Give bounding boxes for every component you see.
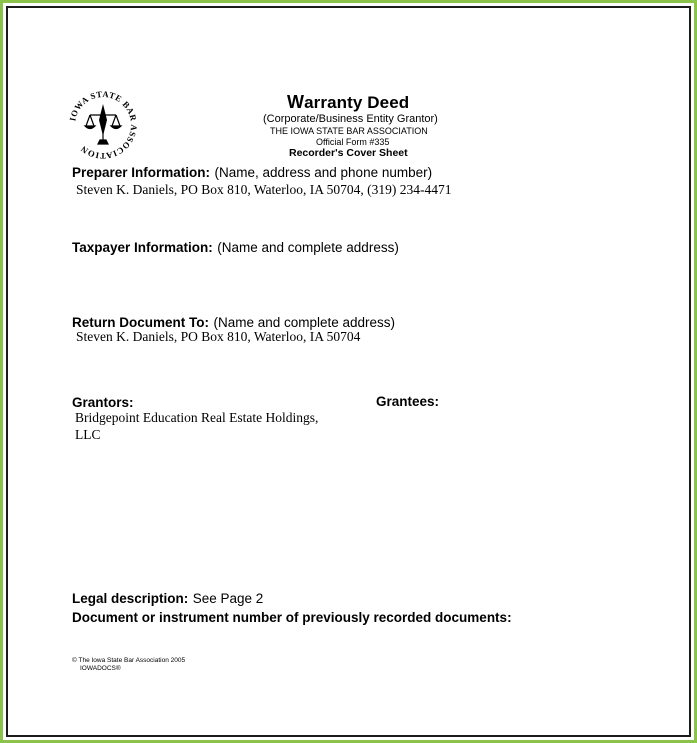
return-value: Steven K. Daniels, PO Box 810, Waterloo, IA 50704 [76,329,361,344]
preparer-note: (Name, address and phone number) [214,165,433,180]
association-name: THE IOWA STATE BAR ASSOCIATION [270,126,428,136]
seal-ring-text: IOWA STATE BAR ASSOCIATION [67,88,140,162]
copyright-notice: © The Iowa State Bar Association 2005 [72,657,186,664]
preparer-label: Preparer Information: [72,165,211,180]
taxpayer-information [72,239,399,257]
preparer-information [72,164,432,182]
return-note: (Name and complete address) [213,315,396,330]
preparer-value: Steven K. Daniels, PO Box 810, Waterloo, IA 50704, (319) 234-4471 [76,182,452,197]
legal-value: See Page 2 [192,591,264,606]
legal-description [72,590,263,608]
grantors-label: Grantors: [72,395,134,410]
iowadocs-mark: IOWADOCS® [80,665,121,672]
cover-sheet-heading: Recorder's Cover Sheet [289,147,408,159]
return-label: Return Document To: [72,315,209,330]
sword-icon [99,104,107,136]
iowa-state-bar-seal-logo [64,86,142,164]
grantees-label: Grantees: [376,394,440,409]
document-subtitle: (Corporate/Business Entity Grantor) [263,113,438,125]
legal-label: Legal description: [72,591,189,606]
grantors-value: Bridgepoint Education Real Estate Holdings, LLC [75,410,319,442]
form-number: Official Form #335 [316,137,390,147]
document-title: Warranty Deed [287,92,410,112]
taxpayer-note: (Name and complete address) [217,240,399,255]
taxpayer-label: Taxpayer Information: [72,240,213,255]
previous-documents-label: Document or instrument number of previously recorded documents: [72,610,512,625]
